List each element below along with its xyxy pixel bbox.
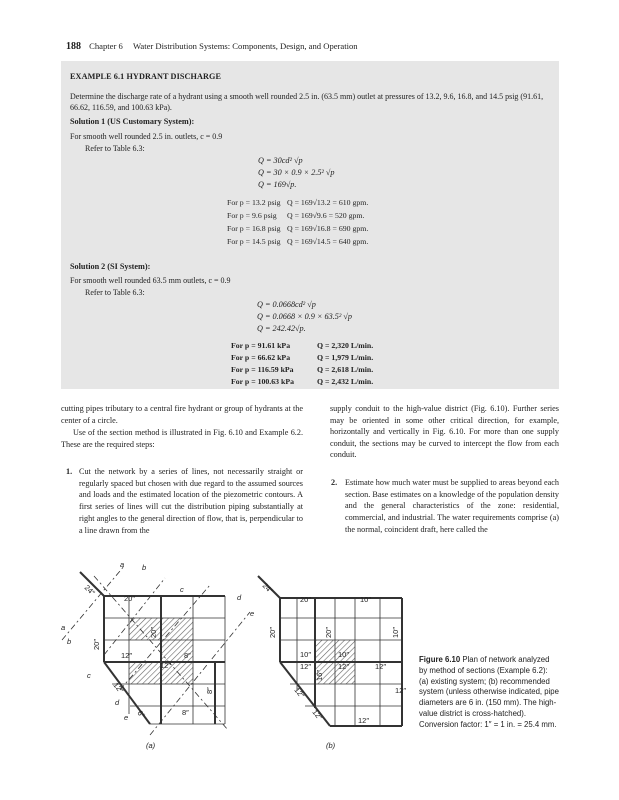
section-label: c: [180, 585, 184, 594]
caption-text: Plan of network analyzed by method of sections (Example 6.2): (a) existing system; (b) recommended system (unless otherwise indicated, pipe diameters are 6 in. (150 mm). The high-value district is cross-hatched). Conversion factor: 1″ = 1 in. = 25.4 mm.: [419, 655, 559, 729]
pipe-label: 20″: [268, 627, 277, 638]
pipe-label: 12″: [300, 662, 311, 671]
pipe-label: 8″: [182, 708, 189, 717]
solution1-row: For p = 9.6 psig Q = 169√9.6 = 520 gpm.: [227, 211, 365, 220]
list-item-2: Estimate how much water must be supplied to areas beyond each section. Base estimates on a knowledge of the population density and the general characteristics of the zone: residential, commercial, and industrial. The water requirements comprise (a) the normal, coincident draft, here called the: [345, 478, 559, 534]
figure-a-label: (a): [146, 741, 156, 750]
list-item-1: Cut the network by a series of lines, not necessarily straight or regularly spaced but chosen with due regard to the assumed sources and loads and the estimated location of the piezometric contours. A first series of lines will cut the distribution piping substantially at right angles to the general direction of flow, that is, perpendicular to a line drawn from the: [79, 467, 303, 535]
solution2-eq3: Q = 242.42√p.: [257, 324, 306, 333]
section-label: e: [250, 609, 255, 618]
section-label: b: [142, 563, 147, 572]
hatched-cell: [315, 640, 335, 662]
solution1-row: For p = 16.8 psig Q = 169√16.8 = 690 gpm.: [227, 224, 369, 233]
solution1-eq3: Q = 169√p.: [258, 180, 297, 189]
pipe-label: 12″: [375, 662, 386, 671]
pipe-label: 10″: [300, 650, 311, 659]
pipe-label: 12″: [160, 661, 171, 670]
list-number-1: 1.: [66, 467, 73, 476]
left-paragraph-2: Use of the section method is illustrated in Fig. 6.10 and Example 6.2. These are the required steps:: [61, 428, 303, 449]
section-label: a: [61, 623, 66, 632]
pipe-label: 16″: [315, 670, 324, 681]
solution1-eq2: Q = 30 × 0.9 × 2.5² √p: [258, 168, 335, 177]
solution2-row: For p = 100.63 kPa Q = 2,432 L/min.: [231, 377, 374, 386]
pipe-label: 12″: [111, 680, 126, 695]
pipe-label: 10″: [391, 627, 400, 638]
figure-caption: [419, 655, 559, 731]
solution2-eq1: Q = 0.0668cd² √p: [257, 300, 316, 309]
pipe-label: 6″: [135, 708, 147, 720]
solution1-line1: For smooth well rounded 2.5 in. outlets, c = 0.9: [70, 132, 223, 141]
pipe-label: 24″: [82, 583, 97, 598]
example-title: EXAMPLE 6.1 HYDRANT DISCHARGE: [70, 72, 222, 81]
section-label: a: [120, 560, 125, 569]
pipe-label: 12″: [310, 707, 325, 722]
network-b: [258, 576, 402, 726]
chapter-label: Chapter 6: [89, 41, 123, 51]
section-label: d: [237, 593, 242, 602]
solution2-line2: Refer to Table 6.3:: [85, 288, 145, 297]
example-description: Determine the discharge rate of a hydrant using a smooth well rounded 2.5 in. (63.5 mm) outlet at pressures of 13.2, 9.6, 16.8, and 14.5 psig (91.61, 66.62, 116.59, and 100.63 kPa).: [70, 92, 544, 112]
pipe-label: 8″: [184, 651, 191, 660]
solution2-title: Solution 2 (SI System):: [70, 262, 151, 271]
solution1-line2: Refer to Table 6.3:: [85, 144, 145, 153]
pipe-label: 12″: [338, 662, 349, 671]
solution2-line1: For smooth well rounded 63.5 mm outlets, c = 0.9: [70, 276, 231, 285]
section-label: d: [115, 698, 120, 707]
section-label: e: [124, 713, 129, 722]
pipe-label: 12″: [292, 685, 307, 700]
pipe-label: 20″: [149, 627, 158, 638]
solution1-title: Solution 1 (US Customary System):: [70, 117, 195, 126]
pipe-label: 8″: [205, 687, 214, 694]
solution1-row: For p = 14.5 psig Q = 169√14.5 = 640 gpm.: [227, 237, 369, 246]
pipe-label: 10″: [360, 595, 371, 604]
pipe-label: 20″: [324, 627, 333, 638]
pipe-label: 10″: [338, 650, 349, 659]
chapter-title: Water Distribution Systems: Components, Design, and Operation: [132, 41, 358, 51]
section-label: b: [67, 637, 72, 646]
pipe-label: 20″: [92, 639, 101, 650]
pipe-label: 12″: [395, 686, 406, 695]
pipe-label: 20″: [300, 595, 311, 604]
pipe-label: 20″: [124, 594, 135, 603]
left-paragraph: cutting pipes tributary to a central fire hydrant or group of hydrants at the center of a circle.: [61, 404, 303, 425]
section-label: c: [87, 671, 91, 680]
solution2-eq2: Q = 0.0668 × 0.9 × 63.5² √p: [257, 312, 352, 321]
pipe-label: 12″: [358, 716, 369, 725]
caption-label: Figure 6.10: [419, 655, 461, 664]
list-number-2: 2.: [331, 478, 338, 487]
solution2-row: For p = 66.62 kPa Q = 1,979 L/min.: [231, 353, 374, 362]
solution1-eq1: Q = 30cd² √p: [258, 156, 303, 165]
hatched-cell: [129, 662, 161, 684]
solution1-row: For p = 13.2 psig Q = 169√13.2 = 610 gpm.: [227, 198, 369, 207]
figure-b-label: (b): [326, 741, 336, 750]
right-paragraph: supply conduit to the high-value district (Fig. 6.10). Further series may be oriented in some other critical direction, for example, horizontally and vertically in Fig. 6.10. For more than one supply conduit, the sections may be curved to intercept the flow from each conduit.: [330, 404, 559, 460]
pipe-label: 24″: [260, 581, 275, 596]
solution2-row: For p = 91.61 kPa Q = 2,320 L/min.: [231, 341, 374, 350]
pipe-label: 12″: [121, 651, 132, 660]
page-number: 188: [66, 41, 81, 52]
solution2-row: For p = 116.59 kPa Q = 2,618 L/min.: [231, 365, 374, 374]
